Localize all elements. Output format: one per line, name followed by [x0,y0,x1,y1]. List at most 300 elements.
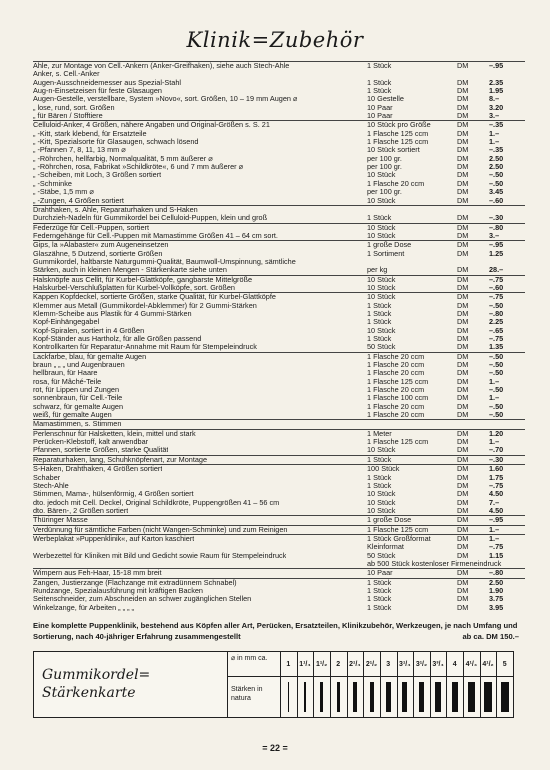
item-currency: DM [457,542,469,552]
item-quantity: 1 Flasche 20 ccm [367,178,425,188]
cord-strength-bar [419,682,425,712]
price-row [33,188,525,196]
item-quantity: 1 Sortiment [367,248,405,258]
item-price: –.75 [489,274,504,284]
item-description: Werbezettel für Kliniken mit Bild und Gedicht sowie Raum für Stempeleindruck [33,551,287,560]
price-row [33,411,525,419]
item-currency: DM [457,248,469,258]
price-row [33,587,525,595]
item-quantity: 1 Stück [367,594,392,604]
item-quantity: 10 Stück [367,195,396,205]
item-currency: DM [457,274,469,284]
item-currency: DM [457,282,469,292]
item-quantity: 10 Stück [367,505,396,515]
price-row [33,525,525,534]
item-description: Verdünnung für sämtliche Farben (nicht Wangen-Schminke) und zum Reinigen [33,525,288,534]
item-price: 1.– [489,533,500,543]
item-description: Pfannen, sortierte Größen, starke Qualität [33,446,169,455]
item-currency: DM [457,401,469,411]
item-price: 7.– [489,497,500,507]
item-quantity: 1 Stück [367,472,392,482]
item-price: 2.25 [489,317,504,327]
item-price: –.80 [489,222,504,232]
item-description: sonnenbraun, für Cell.-Teile [33,394,123,403]
item-price: 3.45 [489,187,504,197]
price-row [33,560,525,568]
price-row [33,335,525,343]
item-price: –.75 [489,334,504,343]
summary-offer [33,620,525,642]
price-row [33,403,525,411]
item-quantity: 50 Stück [367,342,396,352]
item-description: Klemm-Scheibe aus Plastik für 4 Gummi-Stärken [33,309,192,318]
item-quantity: 1 Stück [367,454,392,464]
card-label-diameter: ⌀ in mm ca. [231,655,268,662]
item-quantity: 1 Flasche 125 ccm [367,524,429,534]
cord-strength-bar [288,682,290,712]
item-currency: DM [457,94,469,104]
item-description: „ für Bären / Stofftiere [33,112,103,121]
item-description: „ -Schminke [33,179,72,188]
item-description: dto. Bären-, 2 Größen sortiert [33,506,129,515]
price-row [33,180,525,188]
item-description: Ahle, zur Montage von Cell.-Ankern (Anker-Greifhaken), siehe auch Stech-Ahle [33,62,290,70]
price-row [33,361,525,369]
item-quantity: 10 Stück [367,489,396,499]
item-quantity: 1 große Dose [367,240,412,250]
item-price: 4.50 [489,489,504,499]
item-quantity: 1 Stück [367,86,392,96]
item-quantity: 10 Gestelle [367,94,404,104]
cord-strength-bar [468,682,475,712]
item-price: 1.– [489,524,500,534]
item-quantity: 1 Flasche 125 ccm [367,137,429,147]
item-price: –.70 [489,445,504,455]
item-quantity: 1 Stück [367,334,392,343]
size-label: 2¹/₄ [349,661,361,668]
item-quantity: per kg [367,265,388,275]
item-currency: DM [457,102,469,112]
item-description: Rundzange, Spezialausführung mit kräftigen Backen [33,586,203,595]
item-currency: DM [457,240,469,250]
price-row [33,70,525,78]
item-quantity: 1 große Dose [367,515,412,525]
price-list [33,61,525,612]
item-price: 2.50 [489,153,504,163]
item-description: Lackfarbe, blau, für gemalte Augen [33,352,147,361]
price-row [33,419,525,428]
page-title: Klinik=Zubehör [186,28,364,52]
size-label: 1¹/₂ [315,661,328,668]
item-currency: DM [457,137,469,147]
item-price: 1.95 [489,86,504,96]
item-quantity: per 100 gr. [367,153,402,163]
item-quantity: 1 Flasche 125 ccm [367,437,429,447]
price-row [33,138,525,146]
item-currency: DM [457,533,469,543]
item-price: 1.– [489,137,500,147]
item-price: –.60 [489,195,504,205]
item-description: Seitenschneider, zum Abschneiden an schwer zugänglichen Stellen [33,595,252,604]
item-description: Thüringer Masse [33,516,88,525]
item-quantity: 10 Stück [367,325,396,335]
price-row [33,455,525,464]
price-row [33,534,525,543]
item-description: „ -Röhrchen, hellfarbig, Normalqualität, 5 mm äußerer ⌀ [33,154,213,163]
item-quantity: 1 Flasche 125 ccm [367,128,429,138]
item-description: braun „ „ „ und Augenbrauen [33,361,125,370]
price-row [33,464,525,473]
item-price: 1.– [489,393,500,403]
item-currency: DM [457,120,469,130]
price-row [33,79,525,87]
item-price: 3.95 [489,602,504,612]
item-description: Kopf-Einhängegabel [33,318,100,327]
item-currency: DM [457,325,469,335]
price-row [33,95,525,103]
item-price: 2.50 [489,577,504,587]
item-quantity: 1 Flasche 20 ccm [367,360,425,370]
item-quantity: 10 Stück pro Größe [367,120,431,130]
item-quantity: 10 Stück [367,282,396,292]
item-description: Halsknöpfe aus Cellit, für Kurbel-Glattköpfe, gangbarste Mittelgröße [33,275,253,284]
price-row [33,197,525,205]
item-currency: DM [457,385,469,395]
price-row [33,604,525,612]
size-label: 1¹/₄ [299,661,311,668]
item-currency: DM [457,585,469,595]
price-row [33,61,525,70]
item-price: –.50 [489,368,504,378]
cord-strength-bar [337,682,340,712]
item-price: –.95 [489,240,504,250]
price-row [33,507,525,515]
item-price: 1.35 [489,342,504,352]
item-description: rot, für Lippen und Zungen [33,386,120,395]
item-description: Celluloid-Anker, 4 Größen, nähere Angaben und Original-Größen s. S. 21 [33,121,270,130]
item-quantity: 1 Stück [367,602,392,612]
item-description: Federngehänge für Cell.-Puppen mit Mamastimme Größen 41 – 64 cm sort. [33,231,278,240]
item-currency: DM [457,334,469,343]
item-description: Gips, la »Alabaster« zum Augeneinsetzen [33,241,169,250]
item-quantity: 1 Stück Großformat [367,533,431,543]
price-row [33,394,525,402]
price-row [33,310,525,318]
item-quantity: 1 Flasche 125 ccm [367,376,429,386]
price-row [33,343,525,351]
item-description: Drahthaken, s. Ahle, Reparaturhaken und S-Haken [33,205,198,214]
summary-text: Eine komplette Puppenklinik, bestehend aus Köpfen aller Art, Perücken, Ersatzteilen, Klinikzubehör, Werkzeugen, je nach Umfang und Sortierung, nach 40-jähriger Erfahrung zusammengestellt [33,621,518,641]
item-currency: DM [457,437,469,447]
item-quantity: 10 Stück [367,497,396,507]
item-quantity: 1 Flasche 20 ccm [367,410,425,420]
item-description: Kopf-Ständer aus Hartholz, für alle Größen passend [33,335,202,343]
item-description: Kopf-Spiralen, sortiert in 4 Größen [33,326,145,335]
card-label-strength: Stärken in natura [231,686,263,702]
item-description: Halskurbel-Verschlußplatten für Kurbel-Vollköpfe, sort. Größen [33,283,235,292]
item-price: 1.20 [489,428,504,438]
item-price: 2.35 [489,77,504,87]
item-description: „ -Zungen, 4 Größen sortiert [33,196,124,205]
item-description: Klemmer aus Metall (Gummikordel-Abklemmer) für 2 Gummi-Stärken [33,301,257,310]
item-quantity: 10 Stück [367,292,396,302]
price-row [33,240,525,249]
price-row [33,318,525,326]
item-quantity: 1 Stück [367,61,392,70]
item-currency: DM [457,222,469,232]
price-row [33,515,525,524]
item-price: –.50 [489,410,504,420]
size-label: 3³/₄ [432,661,444,668]
price-row [33,595,525,603]
item-currency: DM [457,128,469,138]
card-divider-horizontal [227,676,513,677]
cord-strength-bar [501,682,509,712]
item-currency: DM [457,170,469,180]
item-currency: DM [457,230,469,240]
item-currency: DM [457,568,469,578]
item-price: –.50 [489,385,504,395]
item-description: Kontrollkarten für Reparatur-Annahme mit Raum für Stempeleindruck [33,343,257,352]
price-row [33,284,525,292]
price-row [33,482,525,490]
item-currency: DM [457,213,469,223]
item-price: 3.20 [489,102,504,112]
item-quantity: 100 Stück [367,464,400,474]
item-description: Aug-n-Einsetzeisen für feste Glasaugen [33,87,162,96]
price-row [33,378,525,386]
item-currency: DM [457,162,469,172]
item-price: 8.– [489,94,500,104]
price-row [33,155,525,163]
item-price: 1.– [489,128,500,138]
price-row [33,250,525,258]
size-label: 1 [286,661,291,668]
item-price: –.50 [489,170,504,180]
item-quantity: 10 Stück [367,222,396,232]
item-price: 1.– [489,437,500,447]
price-row [33,568,525,577]
item-currency: DM [457,602,469,612]
cord-strength-bar [402,682,407,712]
item-currency: DM [457,61,469,70]
item-description: „ -Kitt, Spezialsorte für Glasaugen, schwach lösend [33,138,199,147]
item-currency: DM [457,265,469,275]
item-quantity: 1 Stück [367,77,392,87]
price-row [33,130,525,138]
item-description: Anker, s. Cell.-Anker [33,70,100,79]
item-currency: DM [457,195,469,205]
price-row [33,490,525,498]
item-price: –.65 [489,325,504,335]
page-number: = 22 = [262,743,288,753]
item-description: schwarz, für gemalte Augen [33,402,124,411]
item-currency: DM [457,550,469,560]
item-description: „ -Scheiben, mit Loch, 3 Größen sortiert [33,171,162,180]
item-quantity: 1 Stück [367,300,392,310]
price-row [33,327,525,335]
price-row [33,171,525,179]
item-quantity: 1 Meter [367,428,392,438]
price-row [33,292,525,301]
cord-strength-bar [304,682,306,712]
item-quantity: 1 Flasche 20 ccm [367,368,425,378]
item-quantity: 10 Paar [367,111,393,121]
item-description: „ -Röhrchen, rosa, Fabrikat »Schildkröte«, 6 und 7 mm äußerer ⌀ [33,163,244,172]
item-description: „ -Kitt, stark klebend, für Ersatzteile [33,129,147,138]
card-title [42,666,212,702]
item-quantity: 10 Paar [367,102,393,112]
item-description: dto. jedoch mit Cell. Deckel, Original Schildkröte, Puppengrößen 41 – 56 cm [33,498,280,507]
item-description: Stech-Ahle [33,481,69,490]
item-quantity: ab 500 Stück kostenloser Firmeneindruck [367,558,502,568]
rubber-cord-strength-card [33,651,514,718]
item-currency: DM [457,524,469,534]
item-quantity: 10 Stück [367,274,396,284]
item-currency: DM [457,410,469,420]
item-description: Federzüge für Cell.-Puppen, sortiert [33,223,149,232]
item-price: –.80 [489,308,504,318]
item-quantity: 1 Flasche 20 ccm [367,385,425,395]
item-currency: DM [457,464,469,474]
item-description: S-Haken, Drahthaken, 4 Größen sortiert [33,465,163,474]
item-quantity: per 100 gr. [367,162,402,172]
item-price: –.60 [489,282,504,292]
item-description: Schaber [33,473,61,482]
item-currency: DM [457,393,469,403]
item-currency: DM [457,594,469,604]
price-row [33,302,525,310]
cord-strength-bar [386,682,391,712]
item-currency: DM [457,577,469,587]
item-currency: DM [457,472,469,482]
price-row [33,474,525,482]
item-currency: DM [457,178,469,188]
item-quantity: Kleinformat [367,542,404,552]
price-row [33,223,525,232]
price-row [33,446,525,454]
item-description: Augen-Gestelle, verstellbare, System »Novo«, sort. Größen, 10 – 19 mm Augen ⌀ [33,95,298,104]
item-currency: DM [457,428,469,438]
item-currency: DM [457,505,469,515]
item-quantity: 1 Stück [367,480,392,490]
summary-price: ab ca. DM 150.– [462,632,519,641]
cord-strength-bar [320,682,322,712]
item-description: hellbraun, für Haare [33,369,98,378]
item-currency: DM [457,376,469,386]
item-description: Mamastimmen, s. Stimmen [33,420,122,429]
item-price: –.50 [489,351,504,361]
item-currency: DM [457,454,469,464]
size-label: 3¹/₄ [399,661,411,668]
item-quantity: per 100 gr. [367,187,402,197]
item-description: Durchzieh-Nadeln für Gummikordel bei Celluloid-Puppen, klein und groß [33,214,268,223]
item-price: –.30 [489,213,504,223]
item-quantity: 50 Stück [367,550,396,560]
price-row [33,429,525,438]
item-price: 28.– [489,265,504,275]
item-quantity: 1 Stück [367,308,392,318]
item-currency: DM [457,292,469,302]
item-price: –.50 [489,360,504,370]
item-quantity: 10 Paar [367,568,393,578]
item-price: 2.50 [489,162,504,172]
item-description: Perücken-Klebstoff, kalt anwendbar [33,438,149,447]
card-title-line2: Stärkenkarte [42,685,136,701]
item-price: –.75 [489,480,504,490]
item-quantity: 1 Stück [367,577,392,587]
size-label: 3¹/₂ [415,661,428,668]
item-quantity: 10 Stück [367,445,396,455]
price-row [33,214,525,222]
price-row [33,438,525,446]
item-quantity: 1 Flasche 100 ccm [367,393,429,403]
size-label: 4 [452,661,457,668]
item-price: 3.75 [489,594,504,604]
price-row [33,205,525,214]
cord-strength-bar [452,682,458,712]
item-description: „ lose, rund, sort. Größen [33,103,115,112]
price-row [33,112,525,120]
item-price: 4.50 [489,505,504,515]
item-currency: DM [457,497,469,507]
item-price: 3.– [489,111,500,121]
item-price: –.50 [489,401,504,411]
size-label: 4¹/₂ [482,661,494,668]
item-description: weiß, für gemalte Augen [33,411,112,420]
size-label: 3 [386,661,391,668]
item-description: Stimmen, Mama-, hülsenförmig, 4 Größen sortiert [33,490,194,499]
item-price: 1.15 [489,550,504,560]
size-label: 5 [502,661,507,668]
item-quantity: 1 Stück [367,317,392,327]
item-price: –.80 [489,568,504,578]
item-description: rosa, für Mâché-Teile [33,377,102,386]
cord-strength-bar [370,682,374,712]
size-label: 2 [336,661,341,668]
item-quantity: 1 Flasche 20 ccm [367,401,425,411]
price-row [33,275,525,284]
item-currency: DM [457,489,469,499]
item-description: Stärken, auch in kleinen Mengen - Stärkenkarte siehe unten [33,266,227,275]
size-label: 2¹/₂ [365,661,378,668]
price-row [33,232,525,240]
item-description: Gummikordel, haltbarste Naturgummi-Qualität, Baumwoll-Umspinnung, sämtliche [33,257,296,266]
price-row [33,120,525,129]
item-currency: DM [457,480,469,490]
item-price: 3.– [489,230,500,240]
item-currency: DM [457,445,469,455]
item-quantity: 10 Stück [367,230,396,240]
item-description: Perlenschnur für Halsketten, klein, mittel und stark [33,429,196,438]
item-description: Zangen, Justierzange (Flachzange mit extradünnem Schnabel) [33,578,237,587]
cord-strength-bar [353,682,357,712]
item-price: –.35 [489,120,504,130]
item-description: „ -Pfannen 7, 8, 11, 13 mm ⌀ [33,146,126,155]
item-currency: DM [457,317,469,327]
price-row [33,266,525,274]
price-row [33,163,525,171]
size-label: 4¹/₄ [465,661,478,668]
item-description: „ -Stäbe, 1,5 mm ⌀ [33,188,94,197]
item-currency: DM [457,153,469,163]
item-quantity: 10 Stück [367,170,396,180]
item-price: 1.90 [489,585,504,595]
item-quantity: 1 Stück [367,585,392,595]
item-currency: DM [457,368,469,378]
item-price: –.50 [489,178,504,188]
item-description: Reparaturhaken, lang, Schuhknöpfenart, zur Montage [33,455,208,464]
